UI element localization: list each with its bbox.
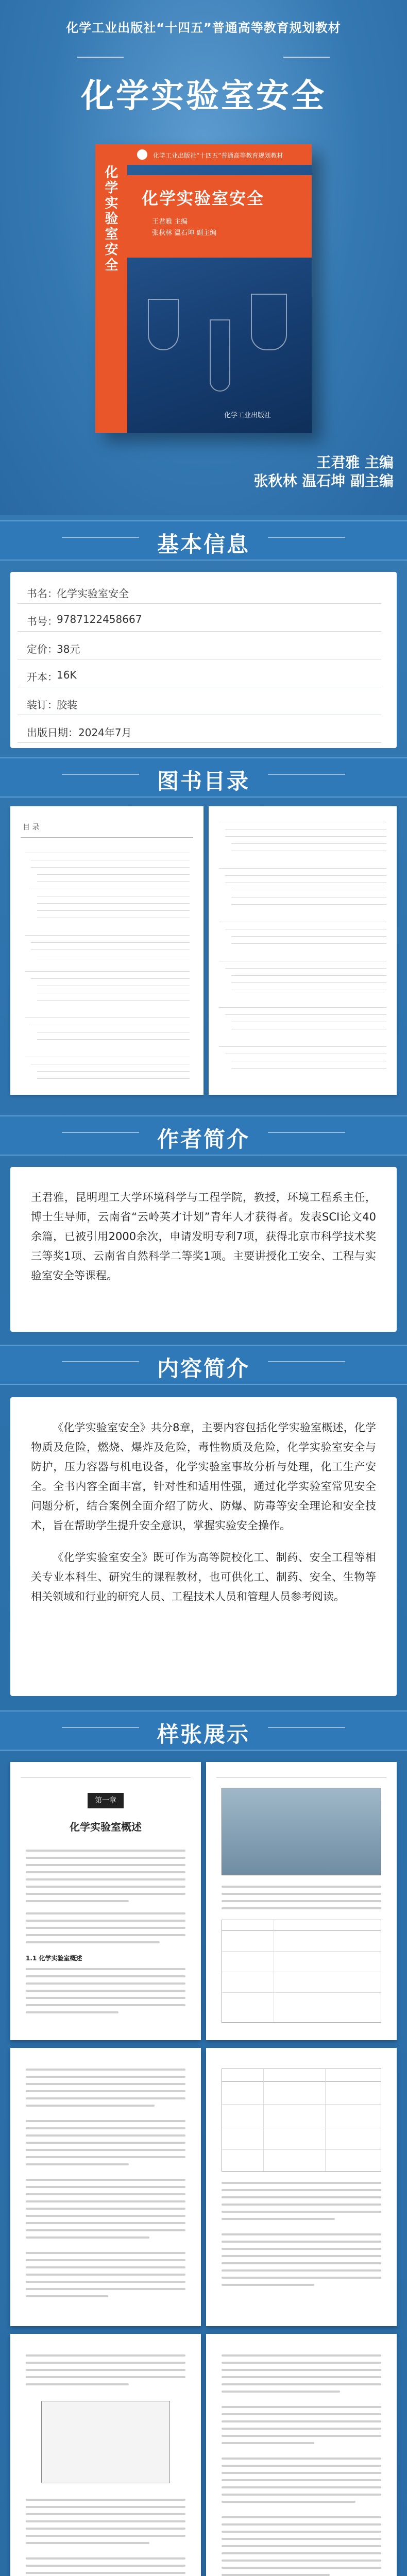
hero-divider-left [77, 57, 124, 58]
cover-book-title: 化学实验室安全 [142, 189, 265, 208]
text-line [26, 2127, 185, 2129]
toc-line [31, 978, 190, 979]
text-line [26, 2134, 185, 2137]
text-line [222, 2435, 381, 2437]
sample-page-1 [10, 1762, 201, 2040]
cover-series-text: 化学工业出版社“十四五”普通高等教育规划教材 [153, 152, 283, 159]
text-line [26, 2215, 185, 2217]
toc-page-title: 目 录 [23, 823, 40, 832]
chapter-badge: 第一章 [88, 1793, 124, 1808]
toc-line [37, 910, 190, 911]
text-line [222, 2486, 381, 2488]
text-line [222, 2211, 381, 2213]
text-line [26, 2535, 185, 2537]
toc-line [219, 1007, 386, 1008]
info-label: 装订： [27, 699, 58, 711]
text-line [26, 1968, 185, 1970]
page-rule [21, 1777, 191, 1778]
info-value: 化学实验室安全 [57, 587, 129, 600]
summary-card [10, 1397, 397, 1696]
text-line [26, 2163, 129, 2165]
toc-line [31, 942, 190, 943]
text-line [26, 2376, 185, 2378]
text-line [26, 2259, 185, 2261]
text-line [26, 2369, 185, 2371]
info-label: 书号： [27, 615, 58, 628]
series-label: 化学工业出版社“十四五”普通高等教育规划教材 [66, 21, 341, 35]
text-line [222, 1907, 381, 1909]
text-line [26, 2069, 185, 2071]
text-line [26, 2354, 185, 2357]
section-bar-right [268, 537, 345, 538]
section-bar-right [268, 1132, 345, 1133]
toc-line [231, 975, 386, 976]
text-line [26, 2565, 185, 2567]
text-line [222, 1900, 381, 1902]
toc-line [219, 1046, 386, 1047]
section-title: 基本信息 [157, 532, 250, 557]
text-line [222, 2277, 381, 2279]
toc-line [37, 903, 190, 904]
table-rule [222, 1992, 381, 1993]
cover-spine [95, 144, 127, 433]
page-rule [216, 1777, 386, 1778]
text-line [26, 1912, 185, 1914]
toc-line [231, 943, 386, 944]
text-line [26, 1878, 185, 1880]
section-sample [0, 1710, 407, 1751]
sample-page-3 [10, 2048, 201, 2326]
text-line [26, 2513, 185, 2515]
text-line [222, 2442, 314, 2444]
text-line [222, 2248, 381, 2250]
text-line [26, 2200, 185, 2202]
sample-page-6 [206, 2334, 397, 2576]
table-rule [222, 1951, 381, 1952]
basic-info-card [10, 572, 397, 748]
toc-line [37, 1078, 190, 1079]
sample-page-2 [206, 1762, 397, 2040]
text-line [222, 2204, 381, 2206]
text-line [222, 2362, 381, 2364]
text-line [222, 2501, 355, 2503]
section-bar-right [268, 1361, 345, 1362]
text-line [222, 2284, 314, 2286]
text-line [222, 2383, 381, 2385]
section-bar-right [268, 774, 345, 775]
text-line [26, 2281, 185, 2283]
text-line [26, 1920, 185, 1922]
text-line [222, 2233, 381, 2235]
text-line [222, 2567, 381, 2569]
text-line [222, 2531, 381, 2533]
table-col-rule [263, 2069, 264, 2171]
cover-author-deputy: 张秋林 温石坤 副主编 [152, 229, 217, 237]
text-line [26, 2208, 185, 2210]
text-line [26, 1864, 185, 1866]
cover-spine-title: 化学实验室安全 [103, 165, 118, 273]
beaker-icon [251, 294, 287, 350]
text-line [26, 2499, 185, 2501]
info-value: 16K [57, 669, 77, 681]
toc-line [37, 874, 190, 875]
summary-paragraph: 《化学实验室安全》既可作为高等院校化工、制药、安全工程等相关专业本科生、研究生的课程教材，也可供化工、制药、安全、生物等相关领域和行业的研究人员、工程技术人员和管理人员参考阅读。 [31, 1551, 376, 1603]
section-title: 图书目录 [157, 769, 250, 794]
text-line [222, 2406, 381, 2408]
text-line [26, 2252, 185, 2254]
text-line [26, 1982, 185, 1985]
text-line [222, 2574, 330, 2576]
text-line [222, 2494, 381, 2496]
text-line [26, 2520, 185, 2522]
toc-line [225, 1014, 386, 1015]
flask-icon [148, 299, 179, 350]
text-line [222, 2428, 381, 2430]
toc-line [219, 868, 386, 869]
text-line [26, 2186, 185, 2188]
section-title: 作者简介 [157, 1127, 250, 1152]
text-line [222, 2376, 381, 2378]
text-line [222, 2552, 381, 2554]
text-line [222, 2413, 381, 2415]
toc-rule [21, 837, 193, 838]
text-line [26, 2528, 185, 2530]
text-line [26, 2097, 185, 2099]
text-line [26, 2362, 185, 2364]
info-row [18, 663, 381, 687]
toc-line [37, 1039, 190, 1040]
text-line [26, 2266, 185, 2268]
toc-line [225, 968, 386, 969]
info-value: 9787122458667 [57, 613, 142, 625]
cover-author-main: 王君雅 主编 [152, 218, 188, 226]
info-row [18, 607, 381, 632]
text-line [26, 2229, 185, 2231]
text-line [26, 1886, 185, 1888]
text-line [222, 2472, 381, 2474]
info-label: 出版日期： [27, 726, 78, 739]
toc-line [231, 1068, 386, 1069]
section-basic-info [0, 520, 407, 561]
text-line [26, 2179, 185, 2181]
info-value: 胶装 [57, 699, 77, 711]
toc-line [25, 935, 190, 936]
text-line [26, 2557, 185, 2560]
toc-line [225, 875, 386, 876]
info-label: 开本： [27, 671, 58, 683]
info-label: 定价： [27, 643, 58, 655]
section-heading: 1.1 化学实验室概述 [26, 1955, 82, 1962]
text-line [222, 2465, 381, 2467]
text-line [222, 2241, 381, 2243]
diagram-figure [41, 2401, 170, 2483]
text-line [26, 1871, 185, 1873]
book-cover [95, 144, 312, 433]
text-line [222, 1886, 381, 1888]
section-toc [0, 757, 407, 798]
info-row [18, 690, 381, 715]
text-line [26, 2383, 129, 2385]
text-line [222, 2391, 340, 2393]
text-line [26, 2004, 185, 2006]
toc-line [231, 936, 386, 937]
editor-credits [242, 453, 407, 495]
text-line [222, 2560, 381, 2562]
text-line [222, 2420, 381, 2422]
text-line [26, 2288, 185, 2290]
lab-photo [222, 1788, 381, 1875]
summary-paragraph: 《化学实验室安全》共分8章，主要内容包括化学实验室概述，化学物质及危险，燃烧、爆炸及危险，毒性物质及危险，化学实验室安全与防护，压力容器与机电设备，化学实验室事故分析与处理，化工生产安全。全书内容全面丰富，针对性和适用性强，通过化学实验室常见安全问题分析，结合案例全面介绍了防火、防爆、防毒等安全理论和安全技术，旨在帮助学生提升安全意识，掌握实验安全操作。 [31, 1421, 376, 1532]
section-bar-right [268, 1727, 345, 1728]
toc-page-left [10, 806, 204, 1095]
text-line [222, 2545, 381, 2547]
text-line [222, 2189, 381, 2191]
text-line [26, 2193, 185, 2195]
section-author [0, 1115, 407, 1156]
table-rule [222, 2104, 381, 2105]
text-line [26, 1857, 185, 1859]
text-line [26, 2083, 185, 2085]
summary-body [31, 1418, 376, 1606]
text-line [26, 1975, 185, 1977]
toc-line [37, 1000, 190, 1001]
author-text: 王君雅，昆明理工大学环境科学与工程学院，教授，环境工程系主任，博士生导师，云南省“云岭英才计划”青年人才获得者。发表SCI论文40余篇，已被引用2000余次，申请发明专利7项，获得北京市科学技术奖三等奖1项、云南省自然科学二等奖1项。主要讲授化工安全、工程与实验室安全等课程。 [31, 1191, 376, 1282]
text-line [26, 2105, 155, 2107]
sample-page-4 [206, 2048, 397, 2326]
text-line [26, 1934, 185, 1936]
text-line [26, 2149, 185, 2151]
cover-publisher: 化学工业出版社 [224, 412, 272, 419]
text-line [222, 2523, 381, 2526]
text-line [222, 1893, 381, 1895]
text-line [26, 2236, 149, 2239]
text-line [222, 2262, 381, 2264]
text-line [222, 2182, 381, 2184]
table-rule [222, 1930, 381, 1931]
text-line [26, 2274, 185, 2276]
text-line [26, 2156, 185, 2158]
text-line [26, 1850, 185, 1852]
text-line [222, 2479, 381, 2481]
text-line [26, 1893, 185, 1895]
text-line [26, 1997, 185, 1999]
text-line [26, 2295, 108, 2297]
text-line [26, 2542, 149, 2544]
text-line [26, 2076, 185, 2078]
editor-deputy: 张秋林 温石坤 副主编 [253, 472, 394, 489]
info-value: 2024年7月 [78, 726, 132, 739]
text-line [222, 2255, 381, 2257]
hero-title: 化学实验室安全 [81, 77, 326, 115]
text-line [222, 2369, 381, 2371]
info-row [18, 718, 381, 743]
text-line [26, 1941, 160, 1943]
text-line [26, 1900, 129, 1902]
toc-line [31, 867, 190, 868]
info-row [18, 635, 381, 659]
sample-table [222, 1920, 381, 2023]
hero-banner [0, 0, 407, 515]
hero-divider-right [283, 57, 330, 58]
table-col-rule [325, 2069, 326, 2171]
text-line [26, 1927, 185, 1929]
text-line [26, 2011, 118, 2013]
toc-line [231, 904, 386, 905]
author-card [10, 1167, 397, 1332]
text-line [222, 2196, 381, 2198]
editor-main: 王君雅 主编 [316, 454, 394, 471]
text-line [222, 2458, 381, 2460]
table-rule [222, 2081, 381, 2082]
cover-authors [152, 216, 216, 239]
section-title: 样张展示 [157, 1722, 250, 1747]
text-line [222, 2354, 381, 2357]
toc-line [25, 971, 190, 972]
text-line [222, 2269, 381, 2272]
test-tube-icon [210, 319, 230, 392]
section-summary [0, 1345, 407, 1385]
text-line [222, 2218, 335, 2220]
toc-line [225, 836, 386, 837]
sample-table [222, 2069, 381, 2172]
table-rule [222, 2149, 381, 2150]
text-line [26, 1990, 185, 1992]
chapter-title: 化学实验室概述 [70, 1821, 142, 1833]
info-label: 书名： [27, 587, 58, 600]
sample-page-5 [10, 2334, 201, 2576]
toc-page-right [209, 806, 397, 1095]
text-line [26, 2090, 185, 2092]
text-line [26, 2142, 185, 2144]
text-line [26, 2120, 185, 2122]
text-line [222, 2516, 381, 2518]
text-line [26, 2222, 185, 2224]
toc-line [231, 982, 386, 983]
text-line [222, 2538, 381, 2540]
toc-line [231, 843, 386, 844]
publisher-logo-icon [135, 148, 149, 161]
toc-line [37, 1071, 190, 1072]
info-row [18, 579, 381, 604]
section-title: 内容简介 [157, 1356, 250, 1381]
info-value: 38元 [57, 643, 80, 655]
text-line [26, 2572, 185, 2574]
text-line [26, 2506, 185, 2508]
